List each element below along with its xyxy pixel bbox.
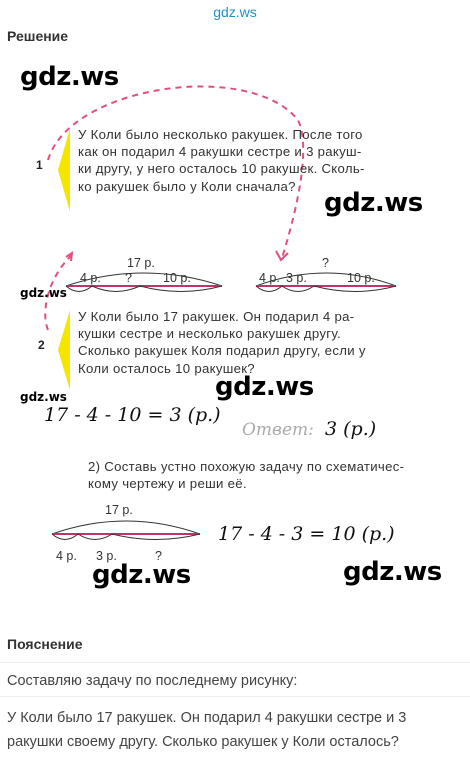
heading-explanation: Пояснение (7, 636, 83, 652)
watermark: gdz.ws (20, 390, 67, 404)
diagram-bottom-part-a: 4 р. (56, 549, 77, 563)
explanation-line: ракушки своему другу. Сколько ракушек у Коли осталось? (7, 734, 399, 750)
diagram-bottom-total: 17 р. (105, 503, 133, 517)
explanation-line: У Коли было 17 ракушек. Он подарил 4 ракушки сестре и 3 (7, 710, 407, 726)
task2-line: Коли осталось 10 ракушек? (78, 360, 255, 376)
task1-line: ки другу, у него осталось 10 ракушек. Сколь- (78, 161, 365, 177)
diagram-bottom-part-b: 3 р. (96, 549, 117, 563)
answer-word: Ответ: (242, 420, 314, 440)
watermark: gdz.ws (20, 286, 67, 300)
task1-line: ко ракушек было у Коли сначала? (78, 178, 296, 194)
task1-bracket-icon (56, 128, 72, 212)
watermark: gdz.ws (324, 188, 423, 218)
diagram-right-part-a: 4 р. (259, 271, 280, 285)
solution-2: 17 - 4 - 3 = 10 (р.) (218, 523, 395, 545)
subtask-line: кому чертежу и реши её. (88, 476, 247, 492)
explanation-text (7, 706, 462, 754)
watermark: gdz.ws (215, 372, 314, 402)
diagram-left-part-b: ? (125, 271, 132, 285)
diagram-bottom-part-c: ? (155, 549, 162, 563)
task1-line: как он подарил 4 ракушки сестре и 3 ракуш- (78, 144, 362, 160)
textbook-image (0, 50, 470, 610)
site-link[interactable]: gdz.ws (213, 4, 257, 20)
divider (0, 662, 470, 663)
answer-value: 3 (р.) (325, 418, 377, 440)
task2-line: У Коли было 17 ракушек. Он подарил 4 ра- (78, 309, 355, 324)
diagram-left-total: 17 р. (127, 256, 155, 270)
watermark: gdz.ws (92, 560, 191, 590)
divider (0, 696, 470, 697)
task2-number: 2 (38, 338, 45, 352)
watermark: gdz.ws (343, 557, 442, 587)
solution-1: 17 - 4 - 10 = 3 (р.) (44, 404, 221, 426)
diagram-right-total: ? (322, 256, 329, 270)
task2-line: кушки сестре и несколько ракушек другу. (78, 326, 341, 342)
watermark: gdz.ws (20, 62, 119, 92)
diagram-bottom (48, 514, 204, 548)
heading-solution: Решение (7, 28, 69, 44)
task2-text (78, 308, 394, 377)
task1-text (78, 126, 402, 195)
subtask-line: 2) Составь устно похожую задачу по схематичес- (88, 459, 405, 474)
diagram-left-part-c: 10 р. (163, 271, 191, 285)
task1-number: 1 (36, 158, 43, 172)
diagram-left-part-a: 4 р. (80, 271, 101, 285)
task1-line: У Коли было несколько ракушек. После того (78, 127, 363, 142)
task2-line: Сколько ракушек Коля подарил другу, если у (78, 343, 366, 359)
diagram-right-part-c: 10 р. (347, 271, 375, 285)
task2-bracket-icon (56, 310, 72, 390)
explanation-intro: Составляю задачу по последнему рисунку: (7, 673, 298, 689)
subtask-text (88, 458, 428, 492)
diagram-right-part-b: 3 р. (286, 271, 307, 285)
